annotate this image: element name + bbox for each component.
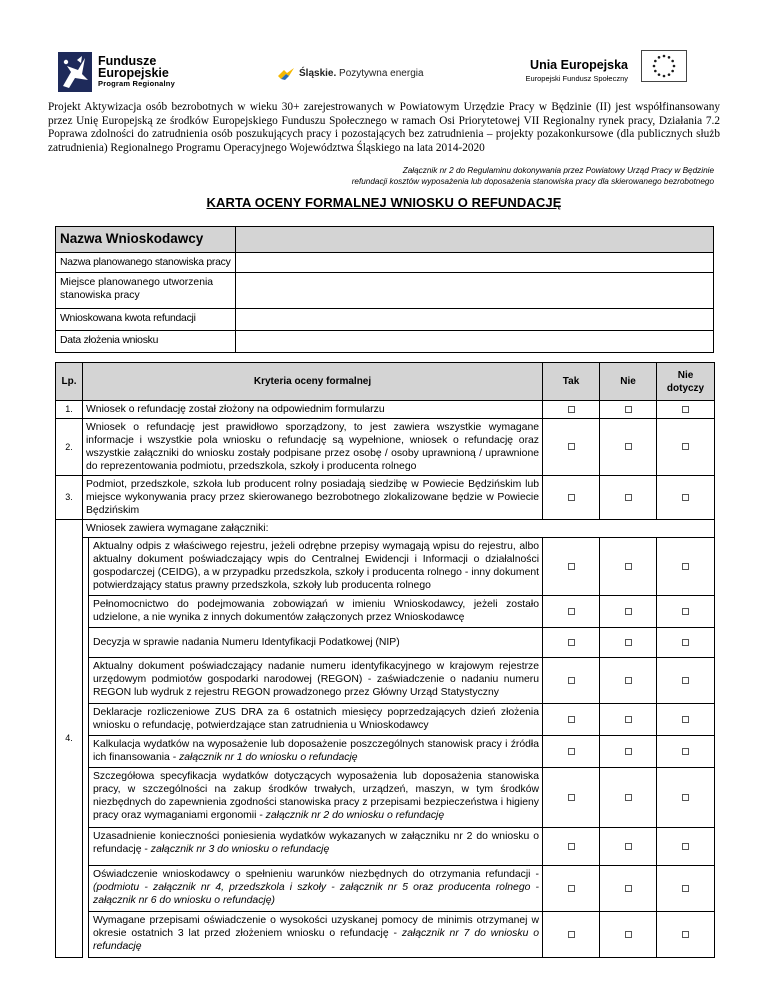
checkbox-icon [682,677,689,684]
checkbox-na[interactable] [657,866,715,912]
checkbox-no[interactable] [600,476,657,520]
checkbox-icon [568,931,575,938]
slaskie-text [299,66,424,82]
checkbox-icon [625,443,632,450]
checkbox-no[interactable] [600,658,657,704]
checkbox-yes[interactable] [543,596,600,628]
attachment-row [56,912,715,958]
applicant-info-table [55,226,714,353]
checkbox-icon [682,608,689,615]
checkbox-na[interactable] [657,736,715,768]
attachment-row [56,658,715,704]
eu-star [673,65,676,68]
checkbox-na[interactable] [657,538,715,596]
amount-label: Wnioskowana kwota refundacji [56,309,236,331]
checkbox-icon [625,494,632,501]
checkbox-icon [625,794,632,801]
table-row [56,401,715,419]
empty-cell [657,520,715,538]
criteria-header-row [56,363,715,401]
checkbox-icon [682,639,689,646]
attachment-text-main: Kalkulacja wydatków na wyposażenie lub doposażenie poszczególnych stanowisk pracy i źródła ich finansowania - [93,739,540,763]
header-lp: Lp. [56,363,83,401]
checkbox-na[interactable] [657,628,715,658]
checkbox-icon [625,716,632,723]
checkbox-na[interactable] [657,704,715,736]
checkbox-icon [568,608,575,615]
fe-line3: Program Regionalny [98,79,175,88]
checkbox-no[interactable] [600,538,657,596]
checkbox-yes[interactable] [543,768,600,828]
checkbox-icon [568,748,575,755]
attachment-ref: załącznik nr 1 do wniosku o refundację [179,752,358,763]
group4-heading-row [56,520,715,538]
checkbox-icon [568,677,575,684]
checkbox-no[interactable] [600,768,657,828]
checkbox-icon [568,563,575,570]
checkbox-icon [682,406,689,413]
checkbox-na[interactable] [657,828,715,866]
criterion-text: Podmiot, przedszkole, szkoła lub producent rolny posiadają siedzibę w Powiecie Będzińskim lub miejsce wykonywania pracy przez skierowanego bezrobotnego zlokalizowane będzie w Powiecie Będzińskim [83,476,543,520]
slaskie-bird-icon [277,67,295,81]
project-description: Projekt Aktywizacja osób bezrobotnych w wieku 30+ zarejestrowanych w Powiatowym Urzędzie Pracy w Będzinie (II) jest współfinansowany przez Unię Europejską ze środków Europejskiego Funduszu Społecznego w ramach Osi Priorytetowej VII Regionalny rynek pracy, Działania 7.2 Poprawa zdolności do zatrudnienia osób poszukujących pracy i pozostających bez zatrudnienia – projekty pozakonkursowe (dla publicznych służb zatrudnienia) Regionalnego Programu Operacyjnego Województwa Śląskiego na lata 2014-2020 [48,101,720,154]
position-field[interactable] [236,253,714,273]
checkbox-no[interactable] [600,628,657,658]
attachment-text: Decyzja w sprawie nadania Numeru Identyfikacji Podatkowej (NIP) [89,628,543,658]
attachment-row [56,596,715,628]
checkbox-na[interactable] [657,419,715,476]
eu-flag-icon [641,50,687,82]
checkbox-icon [568,716,575,723]
place-label: Miejsce planowanego utworzenia stanowiska pracy [56,273,236,309]
applicant-name-field[interactable] [236,227,714,253]
checkbox-yes[interactable] [543,628,600,658]
checkbox-na[interactable] [657,768,715,828]
criterion-text: Wniosek o refundację został złożony na odpowiednim formularzu [83,401,543,419]
eu-star [668,56,671,59]
page-title: KARTA OCENY FORMALNEJ WNIOSKU O REFUNDACJĘ [206,195,562,210]
checkbox-na[interactable] [657,401,715,419]
fe-line2: Europejskie [98,65,169,80]
eu-title: Unia Europejska [530,58,628,72]
attachment-row [56,538,715,596]
checkbox-icon [682,494,689,501]
checkbox-icon [625,748,632,755]
header-na: Nie dotyczy [657,363,715,401]
eu-star [671,60,674,63]
checkbox-yes[interactable] [543,912,600,958]
checkbox-icon [682,885,689,892]
fe-logo-text [98,56,175,88]
checkbox-icon [568,885,575,892]
fe-star-mark-icon [58,52,92,92]
eu-star [658,73,661,76]
eu-star [663,55,666,58]
checkbox-icon [625,677,632,684]
checkbox-no[interactable] [600,596,657,628]
slaskie-bold: Śląskie. [299,68,337,79]
applicant-name-label: Nazwa Wnioskodawcy [56,227,236,253]
table-row [56,419,715,476]
attachment-text-main: Szczegółowa specyfikacja wydatków dotyczących wyposażenia lub doposażenia stanowiska pracy, w szczególności na zakup środków trwałych, urządzeń, maszyn, w tym środków niezbędnych do zapewnienia zgodności stanowiska pracy z przepisami bezpieczeństwa i higieny pracy oraz wymaganiami ergonomii - [93,771,540,821]
eu-subtitle: Europejski Fundusz Społeczny [525,74,628,83]
attachment-row [56,704,715,736]
eu-star [663,75,666,78]
attachment-ref: załącznik nr 7 do wniosku o refundację [93,928,540,952]
checkbox-na[interactable] [657,658,715,704]
date-field[interactable] [236,331,714,353]
attachment-text-main: Uzasadnienie konieczności poniesienia wydatków wykazanych w załączniku nr 2 do wniosku o refundację - [93,831,540,855]
eu-star [668,73,671,76]
row-number: 1. [56,401,83,419]
checkbox-yes[interactable] [543,538,600,596]
attachment-text: Aktualny dokument poświadczający nadanie numeru identyfikacyjnego w krajowym rejestrze urzędowym podmiotów gospodarki narodowej (REGON) - zaświadczenie o nadaniu numeru REGON lub wydruk z rejestru REGON prowadzonego przez Główny Urząd Statystyczny [89,658,543,704]
attachment-text [89,828,543,866]
checkbox-no[interactable] [600,401,657,419]
fe-line1: Fundusze [98,54,157,68]
attachment-text: Deklaracje rozliczeniowe ZUS DRA za 6 ostatnich miesięcy poprzedzających dzień złożenia wniosku o refundację, potwierdzające stan zatrudnienia u Wnioskodawcy [89,704,543,736]
empty-cell [543,520,600,538]
checkbox-icon [682,843,689,850]
checkbox-yes[interactable] [543,736,600,768]
attachment-row [56,736,715,768]
attachment-row [56,828,715,866]
empty-cell [600,520,657,538]
attachment-ref: załącznik nr 2 do wniosku o refundację [265,810,445,821]
checkbox-no[interactable] [600,704,657,736]
checkbox-icon [625,563,632,570]
checkbox-icon [682,443,689,450]
checkbox-icon [682,716,689,723]
checkbox-yes[interactable] [543,476,600,520]
checkbox-icon [682,931,689,938]
checkbox-icon [625,931,632,938]
attachment-ref: (podmiotu - załącznik nr 4, przedszkola i szkoły - załącznik nr 5 oraz producenta rolnego - załącznik nr 6 do wniosku o refundację) [93,882,540,906]
fundusze-europejskie-logo [58,52,183,92]
header-no: Nie [600,363,657,401]
attachment-text [89,768,543,828]
checkbox-icon [625,843,632,850]
checkbox-yes[interactable] [543,419,600,476]
header-criteria: Kryteria oceny formalnej [83,363,543,401]
row-number: 2. [56,419,83,476]
checkbox-icon [625,639,632,646]
place-field[interactable] [236,273,714,309]
checkbox-yes[interactable] [543,704,600,736]
checkbox-no[interactable] [600,866,657,912]
position-label: Nazwa planowanego stanowiska pracy [56,253,236,273]
checkbox-icon [568,843,575,850]
criteria-table [55,362,715,958]
checkbox-yes[interactable] [543,658,600,704]
logo-header [0,0,768,92]
checkbox-na[interactable] [657,596,715,628]
checkbox-icon [568,494,575,501]
checkbox-icon [568,406,575,413]
attachment-row [56,628,715,658]
date-label: Data złożenia wniosku [56,331,236,353]
attachment-row [56,866,715,912]
attachment-ref: załącznik nr 3 do wniosku o refundację [150,844,330,855]
eu-star [671,70,674,73]
annex-line2: refundacji kosztów wyposażenia lub doposażenia stanowiska pracy dla skierowanego bezrobotnego [351,177,714,186]
attachment-text [89,866,543,912]
checkbox-no[interactable] [600,912,657,958]
checkbox-icon [568,639,575,646]
attachment-text: Pełnomocnictwo do podejmowania zobowiązań w imieniu Wnioskodawcy, jeżeli zostało udzielone, a nie wynika z innych dokumentów załączonych przez Wnioskodawcę [89,596,543,628]
attachment-text-main: Wymagane przepisami oświadczenie o wysokości uzyskanej pomocy de minimis otrzymanej w okresie ostatnich 3 lat przed złożeniem wniosku o refundację - [93,915,540,939]
checkbox-icon [625,608,632,615]
group4-heading: Wniosek zawiera wymagane załączniki: [83,520,543,538]
attachment-text: Aktualny odpis z właściwego rejestru, jeżeli odrębne przepisy wymagają wpisu do rejestru, albo aktualny dokument poświadczający wpis do Centralnej Ewidencji i Informacji o działalności gospodarczej (CEIDG), a w przypadku przedszkola, szkoły i producenta rolnego - inny dokument potwierdzający status prawny przedszkola, szkoły lub producenta rolnego [89,538,543,596]
table-row [56,476,715,520]
checkbox-icon [625,885,632,892]
attachment-text-main: Oświadczenie wnioskodawcy o spełnieniu warunków niezbędnych do otrzymania refundacji - [93,869,540,880]
eu-star [654,60,657,63]
checkbox-yes[interactable] [543,401,600,419]
criterion-text: Wniosek o refundację jest prawidłowo sporządzony, to jest zawiera wszystkie wymagane informacje i wszystkie pola wniosku o refundację są wypełnione, wniosek o refundację oraz wszystkie załączniki do wniosku zostały podpisane przez osobę / osoby uprawnioną / uprawnione do reprezentowania podmiotu, przedszkola, szkoły i producenta rolnego [83,419,543,476]
checkbox-no[interactable] [600,828,657,866]
checkbox-icon [682,563,689,570]
checkbox-no[interactable] [600,736,657,768]
header-yes: Tak [543,363,600,401]
checkbox-icon [682,794,689,801]
checkbox-yes[interactable] [543,828,600,866]
eu-star [654,70,657,73]
amount-field[interactable] [236,309,714,331]
checkbox-na[interactable] [657,476,715,520]
checkbox-na[interactable] [657,912,715,958]
attachment-row [56,768,715,828]
eu-star [658,56,661,59]
checkbox-yes[interactable] [543,866,600,912]
row-number: 4. [56,520,83,958]
row-number: 3. [56,476,83,520]
eu-logo-text [500,58,628,84]
slaskie-rest: Pozytywna energia [336,68,424,79]
checkbox-icon [625,406,632,413]
checkbox-icon [568,443,575,450]
annex-note [200,165,714,187]
eu-star [653,65,656,68]
checkbox-no[interactable] [600,419,657,476]
attachment-text [89,736,543,768]
annex-line1: Załącznik nr 2 do Regulaminu dokonywania przez Powiatowy Urząd Pracy w Będzinie [402,166,714,175]
checkbox-icon [568,794,575,801]
attachment-text [89,912,543,958]
checkbox-icon [682,748,689,755]
